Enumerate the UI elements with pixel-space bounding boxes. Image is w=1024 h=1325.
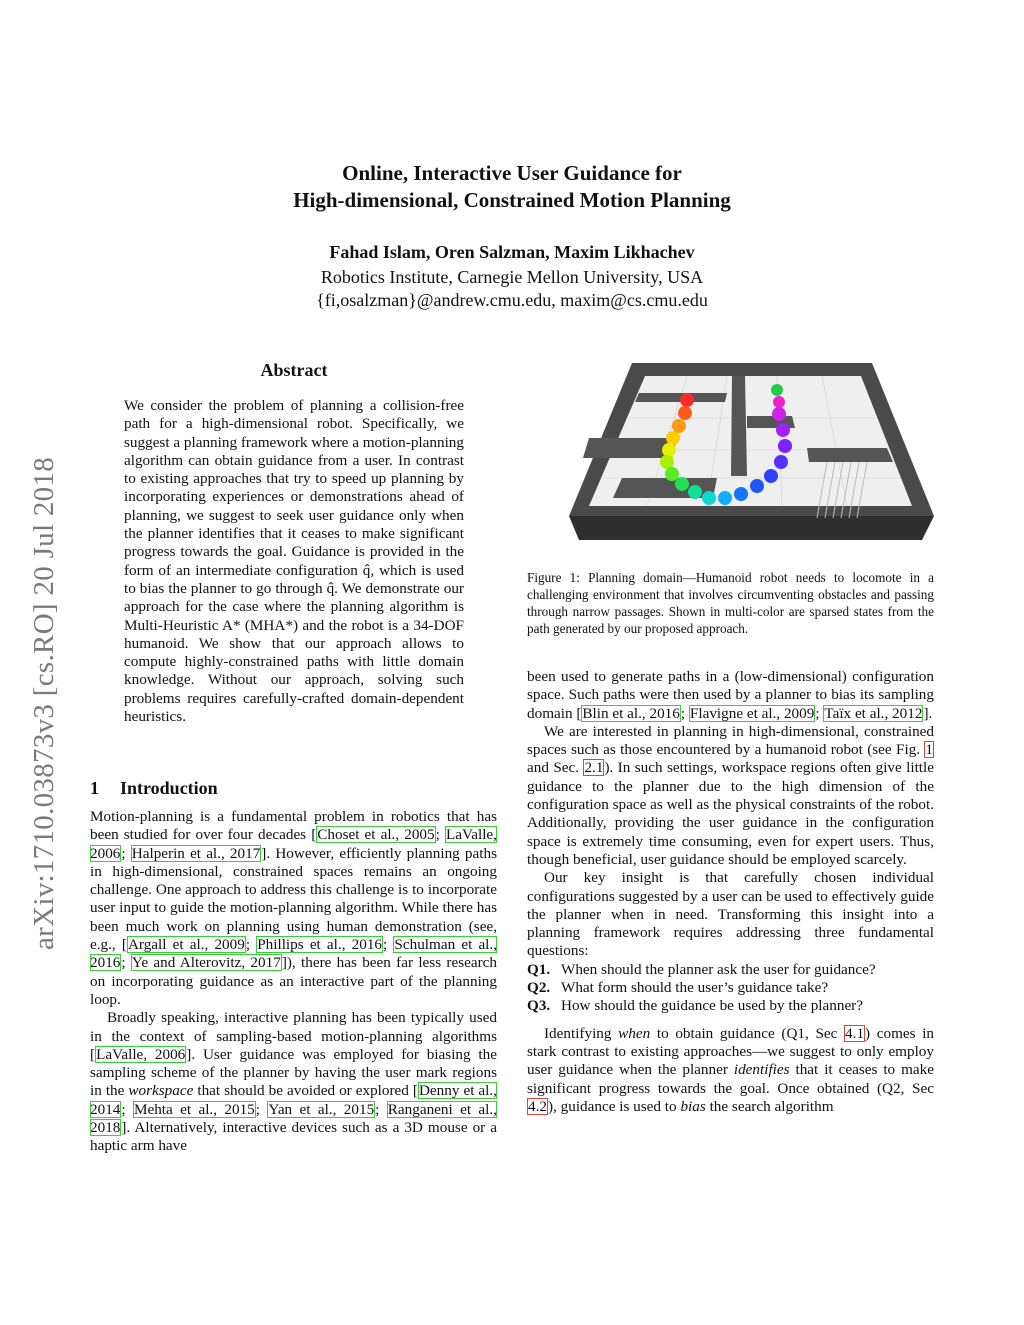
col2-paragraph-1: been used to generate paths in a (low-dimensional) configuration space. Such paths were then used by a planner to bias its sampling domain [Blin et al., 2016; Flavigne et al., 2009; Taïx et al., 2012]. xyxy=(527,668,934,722)
title-line-1: Online, Interactive User Guidance for xyxy=(342,161,682,185)
section-ref-link[interactable]: 2.1 xyxy=(584,759,604,777)
citation-link[interactable]: Argall et al., 2009 xyxy=(127,936,245,954)
citation-link[interactable]: LaValle, 2006 xyxy=(96,1045,186,1063)
question-1: Q1. When should the planner ask the user for guidance? xyxy=(527,960,876,978)
author-list: Fahad Islam, Oren Salzman, Maxim Likhachev xyxy=(329,242,695,262)
intro-paragraph-1: Motion-planning is a fundamental problem in robotics that has been studied for over four decades [Choset et al., 2005; LaValle, 2006; Halperin et al., 2017]. However, efficiently planning paths in high-dimensional, constrained spaces remains an ongoing challenge. One approach to address this challenge is to incorporate user input to guide the motion-planning algorithm. While there has been much work on planning using human demonstration (see, e.g., [Argall et al., 2009; Phillips et al., 2016; Schulman et al., 2016; Ye and Alterovitz, 2017]), there has been far less research on incorporating guidance as an interactive part of the planning loop. xyxy=(90,808,497,1008)
question-3: Q3. How should the guidance be used by the planner? xyxy=(527,997,863,1015)
citation-link[interactable]: Yan et al., 2015 xyxy=(268,1100,375,1118)
section-title: Introduction xyxy=(120,778,218,798)
introduction-body xyxy=(90,808,497,1156)
title-line-2: High-dimensional, Constrained Motion Planning xyxy=(293,188,731,212)
col2-paragraph-3: Our key insight is that carefully chosen individual configurations suggested by a user can be used to effectively guide the planner when in need. Transforming this insight into a planning framework requires addressing three fundamental questions: xyxy=(527,869,934,960)
arxiv-stamp: arXiv:1710.03873v3 [cs.RO] 20 Jul 2018 xyxy=(28,456,60,950)
col2-paragraph-2: We are interested in planning in high-dimensional, constrained spaces such as those encountered by a humanoid robot (see Fig. 1 and Sec. 2.1). In such settings, workspace regions often give little guidance to the planner due to the high dimension of the configuration space as well as the physical constraints of the robot. Additionally, providing the user guidance in the configuration space is extremely time consuming, even for expert users. Thus, though beneficial, user guidance should be employed scarcely. xyxy=(527,722,934,868)
figure-ref-link[interactable]: 1 xyxy=(925,741,933,759)
citation-link[interactable]: Phillips et al., 2016 xyxy=(257,936,383,954)
citation-link[interactable]: Ye and Alterovitz, 2017 xyxy=(131,954,281,972)
emails: {fi,osalzman}@andrew.cmu.edu, maxim@cs.cmu.edu xyxy=(316,290,708,310)
figure-1-humanoid-planning-domain xyxy=(527,358,934,558)
citation-link[interactable]: LaValle, 2006 xyxy=(90,826,497,862)
abstract-text: We consider the problem of planning a collision-free path for a high-dimensional robot. Specifically, we suggest a planning framework where a motion-planning algorithm can obtain guidance from a user. In contrast to existing approaches that try to speed up planning by incorporating experiences or demonstrations ahead of planning, we suggest to seek user guidance only when the planner identifies that it ceases to make significant progress towards the goal. Guidance is provided in the form of an intermediate configuration q̂, which is used to bias the planner to go through q̂. We demonstrate our approach for the case where the planning algorithm is Multi-Heuristic A* (MHA*) and the robot is a 34-DOF humanoid. We show that our approach allows to compute highly-constrained paths with little domain knowledge. Without our approach, solving such problems requires carefully-crafted domain-dependent heuristics. xyxy=(124,397,464,726)
question-2: Q2. What form should the user’s guidance take? xyxy=(527,979,829,997)
citation-link[interactable]: Taïx et al., 2012 xyxy=(824,704,923,722)
affiliation: Robotics Institute, Carnegie Mellon University, USA xyxy=(320,267,704,287)
paper-title xyxy=(0,160,1024,214)
section-heading-introduction xyxy=(90,778,218,799)
citation-link[interactable]: Mehta et al., 2015 xyxy=(133,1100,255,1118)
affiliation-block xyxy=(0,266,1024,312)
citation-link[interactable]: Blin et al., 2016 xyxy=(582,704,680,722)
intro-paragraph-2: Broadly speaking, interactive planning has been typically used in the context of sampling-based motion-planning algorithms [LaValle, 2006]. User guidance was employed for biasing the sampling scheme of the planner by having the user mark regions in the workspace that should be avoided or explored [Denny et al., 2014; Mehta et al., 2015; Yan et al., 2015; Ranganeni et al., 2018]. Alternatively, interactive devices such as a 3D mouse or a haptic arm have xyxy=(90,1009,497,1155)
citation-link[interactable]: Halperin et al., 2017 xyxy=(131,844,261,862)
col2-paragraph-4: Identifying when to obtain guidance (Q1, Sec 4.1) comes in stark contrast to existing approaches—we suggest to only employ user guidance when the planner identifies that it ceases to make significant progress towards the goal. Once obtained (Q2, Sec 4.2), guidance is used to bias the search algorithm xyxy=(527,1024,935,1115)
section-ref-link[interactable]: 4.1 xyxy=(845,1024,865,1042)
figure-1-caption: Figure 1: Planning domain—Humanoid robot needs to locomote in a challenging environment that involves circumventing obstacles and passing through narrow passages. Shown in multi-color are sparsed states from the path generated by our proposed approach. xyxy=(527,570,934,636)
abstract-heading: Abstract xyxy=(260,360,328,380)
citation-link[interactable]: Schulman et al., 2016 xyxy=(90,936,497,972)
section-number: 1 xyxy=(90,778,99,798)
citation-link[interactable]: Flavigne et al., 2009 xyxy=(689,704,815,722)
front-wall xyxy=(569,516,934,540)
citation-link[interactable]: Ranganeni et al., 2018 xyxy=(90,1100,497,1137)
citation-link[interactable]: Denny et al., 2014 xyxy=(90,1082,497,1118)
citation-link[interactable]: Choset et al., 2005 xyxy=(317,826,435,844)
section-ref-link[interactable]: 4.2 xyxy=(528,1097,547,1115)
right-column-body xyxy=(527,668,934,1116)
